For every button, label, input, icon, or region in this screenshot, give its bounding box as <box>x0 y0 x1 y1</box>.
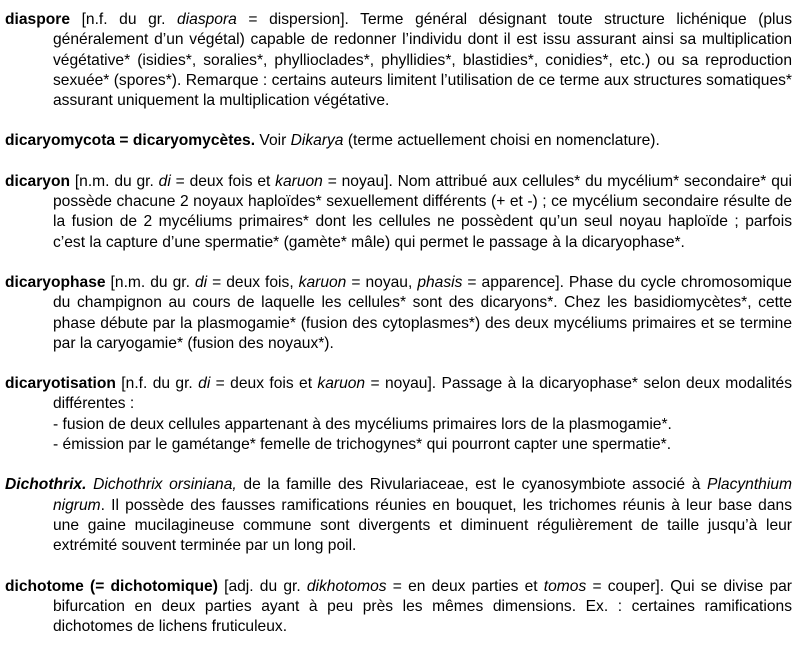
entry-text: = deux fois et <box>210 375 318 393</box>
entry-text: = en deux parties et <box>386 577 544 595</box>
entry-text: = noyau]. Nom attribué aux cellules* du mycélium* secondaire* qui possède chacune 2 noyaux haploïdes* sexuellement différents (+ et -) ; ce mycélium secondaire résulte de la fusion de 2 mycéliums primaires* dont les cellules ne possèdent qu’un seul noyau haploïde ; parfois c’est la capture d’une spermatie* (gamète* mâle) qui permet le passage à la dicaryophase*. <box>53 172 793 251</box>
entry-text: = dispersion]. Terme général désignant toute structure lichénique (plus généralement d’un végétal) capable de redonner l’individu dont il est issu assurant ainsi sa multiplication végétative* (isidies*, soralies*, phyllioclades*, phyllidies*, blastidies*, conidies*, etc.) ou sa reproduction sexuée* (spores*). Remarque : certains auteurs limitent l’utilisation de ce terme aux structures somatiques* assurant uniquement la multiplication végétative. <box>53 11 792 110</box>
headword: dichotome (= dichotomique) <box>5 577 218 595</box>
etymon: di <box>194 273 208 291</box>
headword: dicaryomycota = dicaryomycètes. <box>5 132 256 150</box>
entry-text: de la famille des Rivulariaceae, est le cyanosymbiote associé à <box>236 476 708 494</box>
entry-dicaryotisation <box>5 374 792 455</box>
entry-text: = apparence]. Phase du cycle chromosomique du champignon au cours de laquelle les cellules* sont des dicaryons*. Chez les basidiomycètes*, cette phase débute par la plasmogamie* (fusion des cytoplasmes*) des deux mycéliums primaires et se termine par la caryogamie* (fusion des noyaux*). <box>53 273 792 352</box>
entry-dichothrix <box>5 475 792 556</box>
entry-dicaryomycota <box>5 131 792 151</box>
entry-text: = deux fois, <box>207 273 299 291</box>
entry-dicaryon <box>5 172 792 253</box>
entry-text: Voir <box>255 132 291 150</box>
entry-text: [n.f. du gr. <box>115 375 199 393</box>
etymon: diaspora <box>177 11 237 28</box>
entry-text: (terme actuellement choisi en nomenclature). <box>343 132 660 150</box>
etymon: phasis <box>417 273 463 291</box>
entry-text: [n.f. du gr. <box>70 11 178 28</box>
etymon: di <box>158 172 171 190</box>
etymon: karuon <box>298 273 347 291</box>
species-name: Placynthium nigrum <box>53 476 792 514</box>
entry-main <box>5 374 792 415</box>
entry-dicaryophase <box>5 273 792 354</box>
entry-text: = couper]. Qui se divise par bifurcation en deux parties ayant à peu près les mêmes dimensions. Ex. : certaines ramifications dichotomes de lichens fruticuleux. <box>53 577 792 636</box>
headword: dicaryon <box>5 172 70 190</box>
list-item: - émission par le gamétange* femelle de trichogynes* qui pourront capter une spermatie*. <box>53 436 672 454</box>
headword: Dichothrix. <box>5 476 87 494</box>
entry-text: [n.m. du gr. <box>105 273 195 291</box>
etymon: karuon <box>275 172 323 190</box>
etymon: dikhotomos <box>306 577 387 595</box>
entry-text: = noyau, <box>346 273 418 291</box>
entry-text: = deux fois et <box>170 172 276 190</box>
entry-dichotome <box>5 577 792 638</box>
list-item: - fusion de deux cellules appartenant à des mycéliums primaires lors de la plasmogamie*. <box>53 415 672 433</box>
entry-text: = noyau]. Passage à la dicaryophase* selon deux modalités différentes : <box>53 375 792 413</box>
headword: dicaryophase <box>5 273 106 291</box>
entry-text: [adj. du gr. <box>217 577 307 595</box>
etymon: tomos <box>543 577 587 595</box>
entry-diaspore <box>5 10 792 111</box>
headword: diaspore <box>5 11 70 28</box>
etymon: di <box>198 375 211 393</box>
species-name: Dichothrix orsiniana, <box>93 476 237 494</box>
entry-text: . Il possède des fausses ramifications réunies en bouquet, les trichomes réunis à leur base dans une gaine mucilagineuse commune sont divergents et diminuent régulièrement de taille jusqu’à leur extrémité souvent terminée par un long poil. <box>53 496 792 555</box>
etymon: karuon <box>317 375 366 393</box>
entry-text: [n.m. du gr. <box>70 172 159 190</box>
cross-reference: Dikarya <box>290 132 344 150</box>
headword: dicaryotisation <box>5 375 116 393</box>
